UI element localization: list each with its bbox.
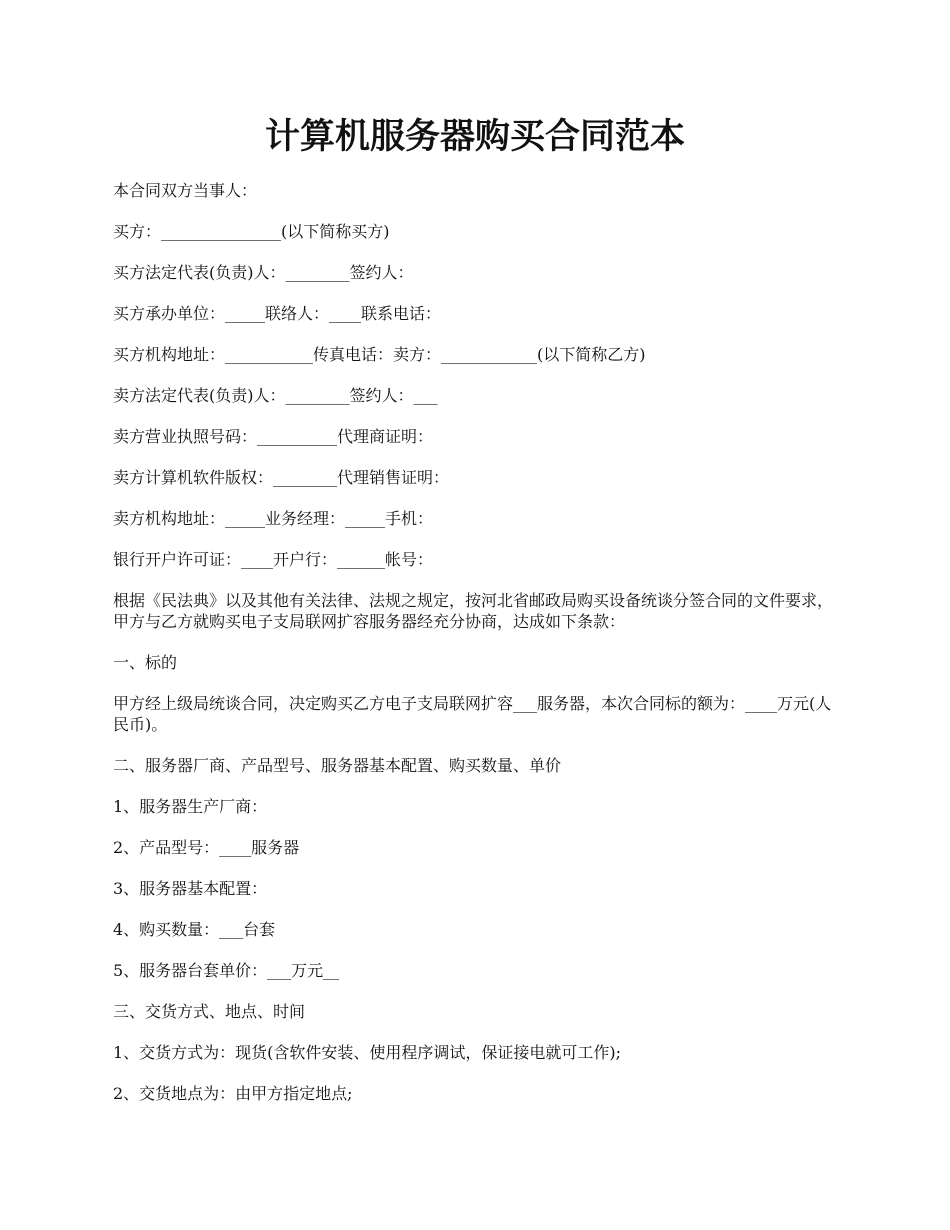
document-body <box>113 180 839 1124</box>
list-item-delivery-method: 1、交货方式为：现货(含软件安装、使用程序调试，保证接电就可工作); <box>113 1043 622 1062</box>
seller-license-line: 卖方营业执照号码：__________代理商证明： <box>113 427 434 446</box>
document-title: 计算机服务器购买合同范本 <box>264 116 685 157</box>
parties-intro: 本合同双方当事人： <box>113 181 258 200</box>
buyer-representative-line: 买方法定代表(负责)人：________签约人： <box>113 263 414 282</box>
list-item-manufacturer: 1、服务器生产厂商： <box>113 797 268 816</box>
seller-software-line: 卖方计算机软件版权：________代理销售证明： <box>113 468 450 487</box>
list-item-configuration: 3、服务器基本配置： <box>113 879 268 898</box>
list-item-unit-price: 5、服务器台套单价：___万元__ <box>113 961 340 980</box>
bank-line: 银行开户许可证：____开户行：______帐号： <box>113 550 434 569</box>
section-heading-1: 一、标的 <box>113 653 178 672</box>
section-heading-2: 二、服务器厂商、产品型号、服务器基本配置、购买数量、单价 <box>113 756 562 775</box>
list-item-delivery-location: 2、交货地点为：由甲方指定地点; <box>113 1084 353 1103</box>
section-heading-3: 三、交货方式、地点、时间 <box>113 1002 306 1021</box>
seller-representative-line: 卖方法定代表(负责)人：________签约人：___ <box>113 386 438 405</box>
list-item-model: 2、产品型号：____服务器 <box>113 838 300 857</box>
preamble-paragraph: 根据《民法典》以及其他有关法律、法规之规定，按河北省邮政局购买设备统谈分签合同的文件要求，甲方与乙方就购买电子支局联网扩容服务器经充分协商，达成如下条款： <box>113 591 834 631</box>
buyer-address-line: 买方机构地址：___________传真电话：卖方：____________(以下简称乙方) <box>113 345 646 364</box>
buyer-contact-line: 买方承办单位：_____联络人：____联系电话： <box>113 304 442 323</box>
list-item-quantity: 4、购买数量：___台套 <box>113 920 276 939</box>
buyer-line: 买方：_______________(以下简称买方) <box>113 222 390 241</box>
seller-address-line: 卖方机构地址：_____业务经理：_____手机： <box>113 509 434 528</box>
section-1-body: 甲方经上级局统谈合同，决定购买乙方电子支局联网扩容___服务器，本次合同标的额为：____万元(人民币)。 <box>113 694 832 734</box>
